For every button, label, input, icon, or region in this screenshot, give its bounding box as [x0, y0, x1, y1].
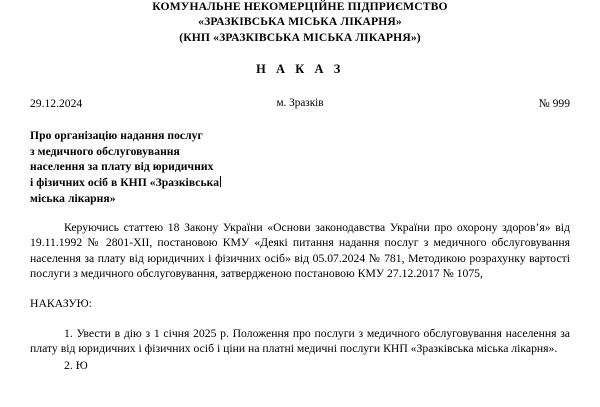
preamble-paragraph: Керуючись статтею 18 Закону України «Основи законодавства України про охорону здоров’я» від 19.11.1992 № 2801-XII, постановою КМУ «Деякі питання надання послуг з медичного обслуговування населення за плату від юридичних і фізичних осіб» від 05.07.2024 № 781, Методикою розрахунку вартості послуги з медичного обслуговування, затвердженою постановою КМУ 27.12.2017 № 1075,	[30, 221, 570, 280]
subject-line: Про організацію надання послуг	[30, 129, 203, 143]
subject-line-text: і фізичних осіб в КНП «Зразківська	[30, 176, 220, 189]
document-type-heading: Н А К А З	[256, 62, 344, 77]
document-subject[interactable]	[30, 128, 570, 206]
subject-line: з медичного обслуговування	[30, 144, 180, 158]
document-number: № 999	[538, 97, 570, 111]
subject-line: населення за плату від юридичних	[30, 160, 214, 174]
organization-header-line-3: (КНП «ЗРАЗКІВСЬКА МІСЬКА ЛІКАРНЯ»)	[179, 30, 421, 44]
document-meta-row	[30, 97, 570, 110]
organization-header-line-2: «ЗРАЗКІВСЬКА МІСЬКА ЛІКАРНЯ»	[198, 15, 402, 29]
organization-header	[30, 0, 570, 45]
text-caret	[220, 176, 221, 187]
document-place: м. Зразків	[276, 97, 324, 110]
organization-header-line-1: КОМУНАЛЬНЕ НЕКОМЕРЦІЙНЕ ПІДПРИЄМСТВО	[152, 0, 448, 13]
subject-line: міська лікарня»	[30, 191, 116, 205]
subject-line-with-caret	[30, 175, 570, 191]
order-item-1: 1. Увести в дію з 1 січня 2025 р. Положення про послуги з медичного обслуговування населення за плату від юридичних і фізичних осіб і ціни на платні медичні послуги КНП «Зразківська міська лікарня».	[30, 327, 570, 356]
order-item-2: 2. Ю	[64, 358, 88, 372]
document-date: 29.12.2024	[30, 97, 83, 111]
order-keyword: НАКАЗУЮ:	[30, 297, 92, 310]
document-content	[30, 0, 570, 373]
